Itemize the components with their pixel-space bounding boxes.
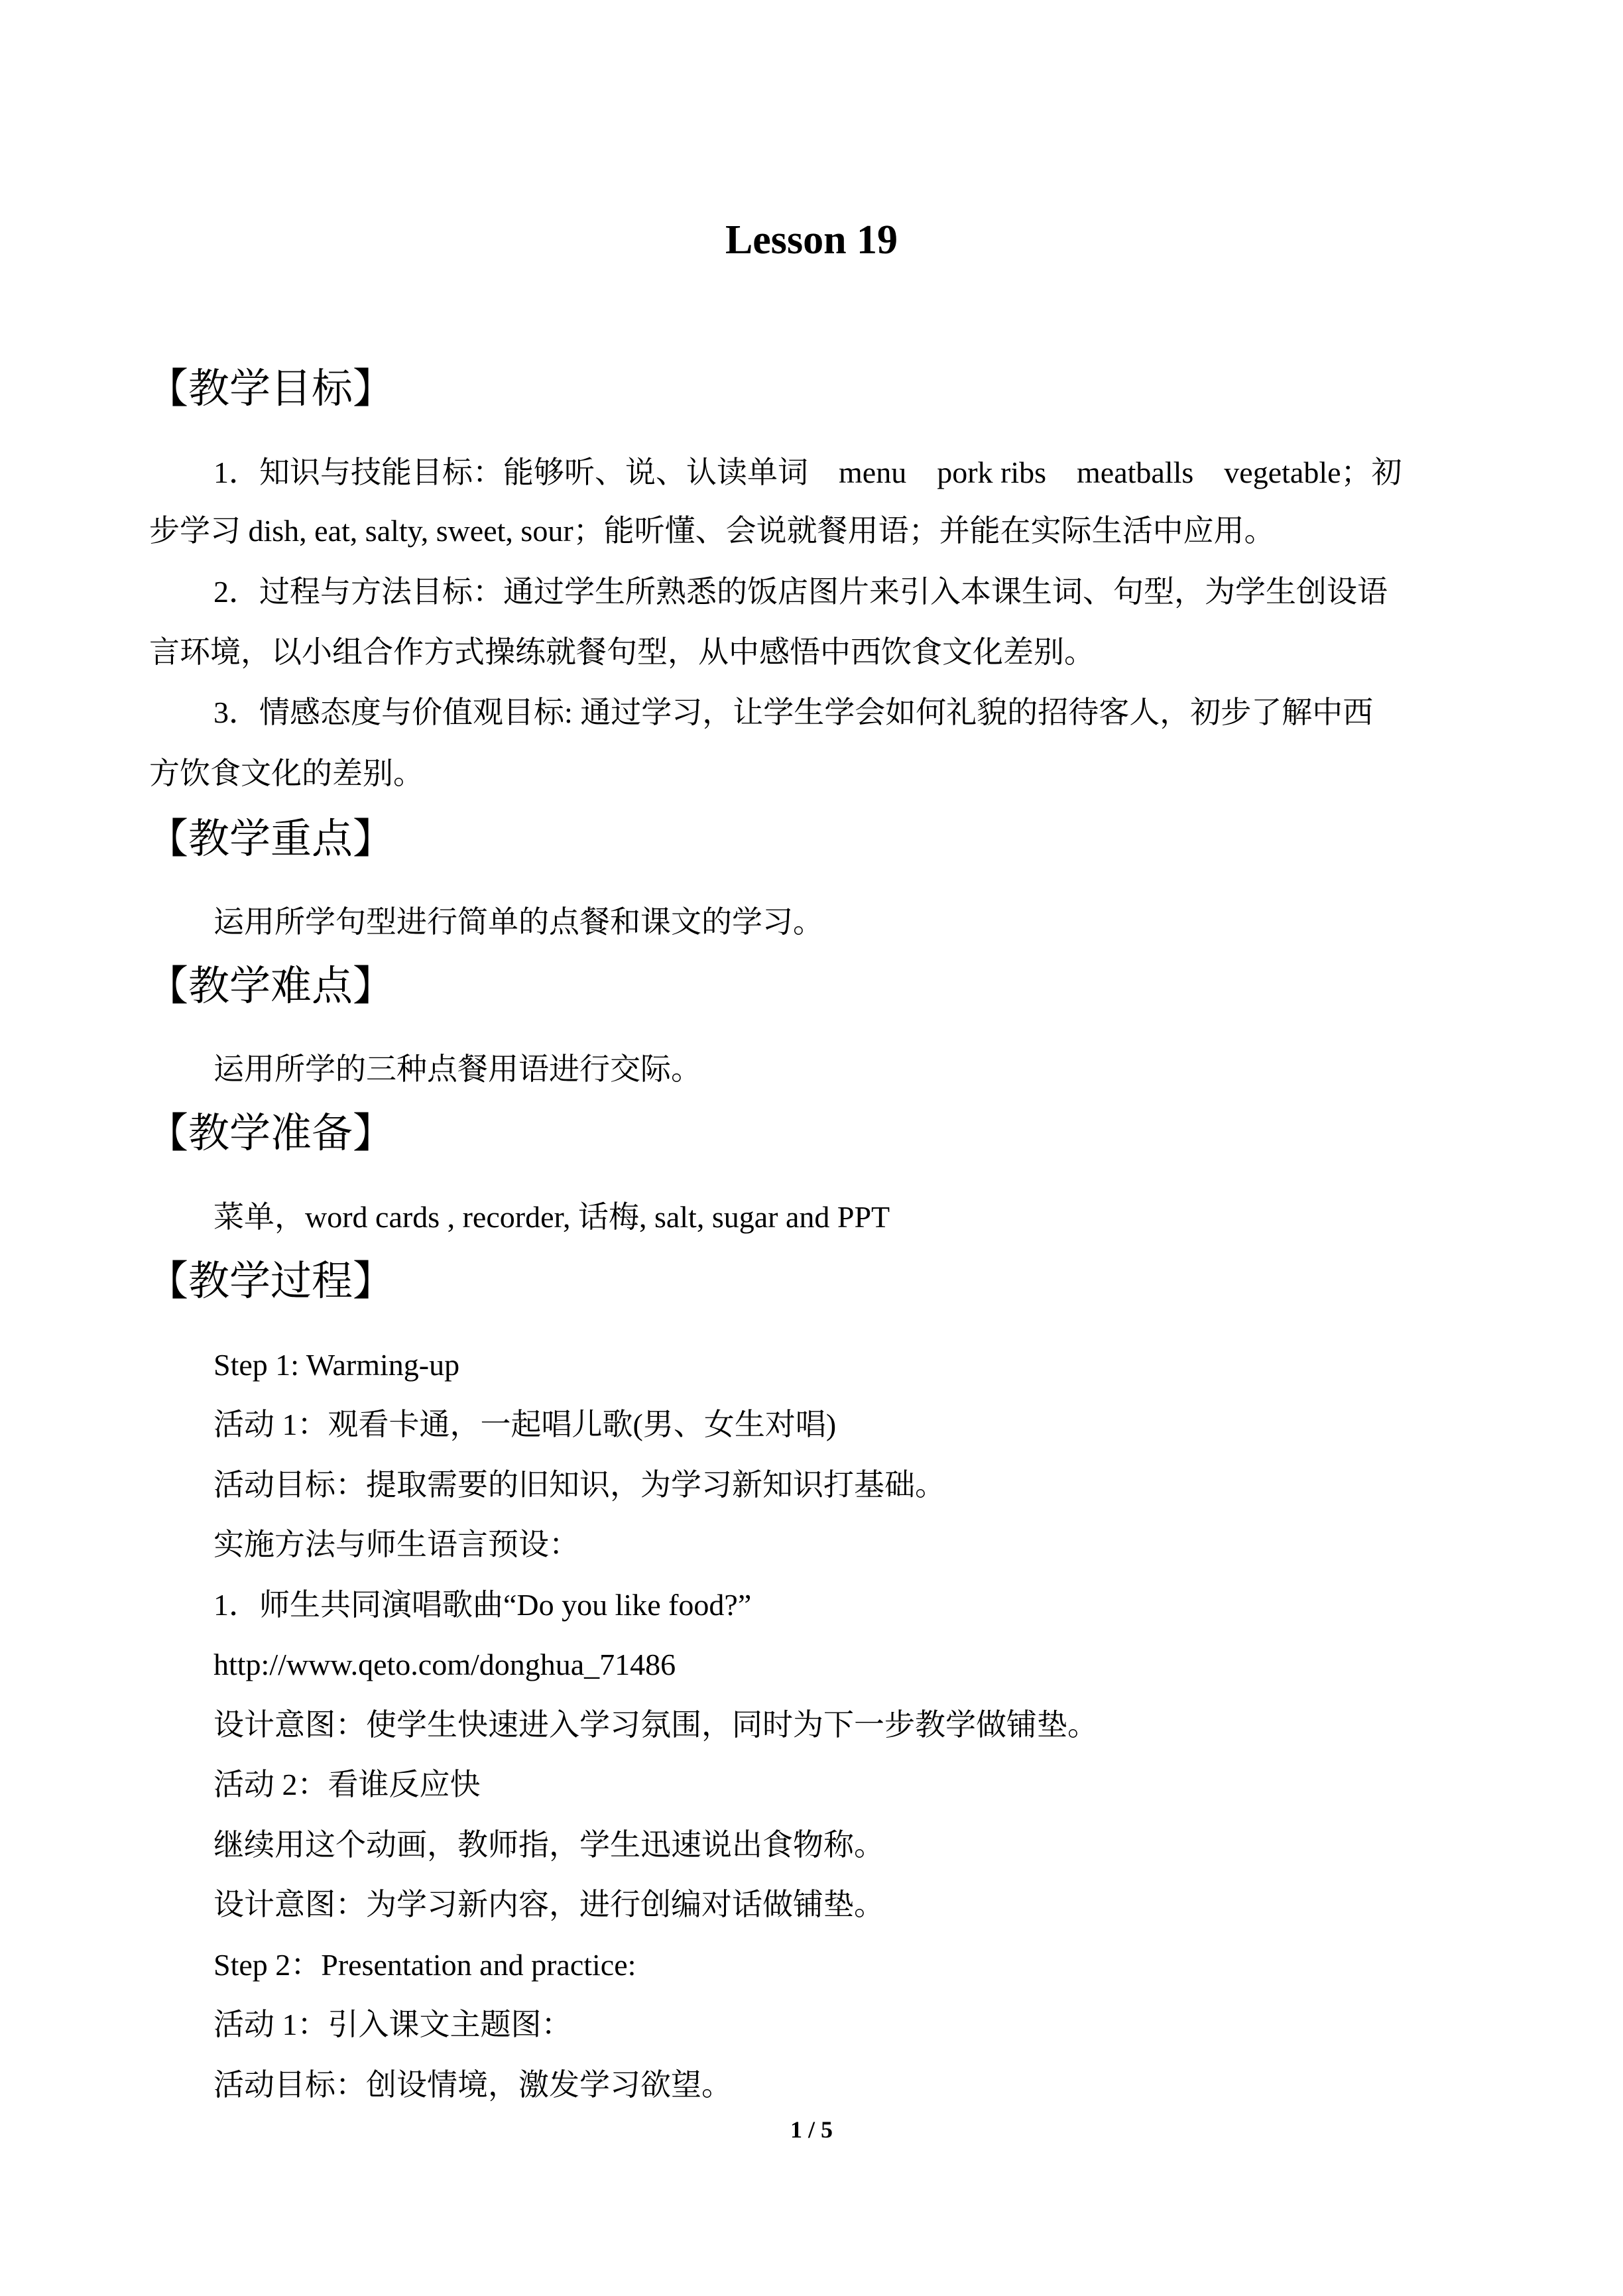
preparation-text: 菜单，word cards , recorder, 话梅, salt, sugar and PPT	[213, 1200, 890, 1234]
objectives-line: 步学习 dish, eat, salty, sweet, sour；能听懂、会说就餐用语；并能在实际生活中应用。	[149, 514, 1275, 548]
process-line: 设计意图：为学习新内容，进行创编对话做铺垫。	[213, 1888, 884, 1921]
difficulties-text: 运用所学的三种点餐用语进行交际。	[213, 1052, 701, 1086]
process-line: 实施方法与师生语言预设：	[213, 1528, 579, 1561]
objectives-line: 3．情感态度与价值观目标: 通过学习，让学生学会如何礼貌的招待客人，初步了解中西	[213, 695, 1374, 729]
key-points-text: 运用所学句型进行简单的点餐和课文的学习。	[213, 905, 823, 939]
section-heading-difficulties: 【教学难点】	[147, 964, 394, 1009]
process-line: 设计意图：使学生快速进入学习氛围，同时为下一步教学做铺垫。	[213, 1708, 1098, 1742]
page-title: Lesson 19	[725, 217, 898, 263]
section-heading-preparation: 【教学准备】	[147, 1111, 394, 1156]
objectives-line: 2．过程与方法目标：通过学生所熟悉的饭店图片来引入本课生词、句型，为学生创设语	[213, 575, 1388, 609]
objectives-line: 方饮食文化的差别。	[149, 756, 424, 790]
section-heading-objectives: 【教学目标】	[147, 367, 394, 412]
process-line: 活动 1：引入课文主题图：	[213, 2008, 572, 2041]
section-heading-key-points: 【教学重点】	[147, 817, 394, 862]
process-line: 活动 1：观看卡通，一起唱儿歌(男、女生对唱)	[213, 1408, 837, 1441]
process-line: 活动目标：提取需要的旧知识，为学习新知识打基础。	[213, 1468, 945, 1502]
process-line: 活动目标：创设情境，激发学习欲望。	[213, 2068, 732, 2102]
process-line: 活动 2：看谁反应快	[213, 1768, 481, 1801]
process-line: Step 1: Warming-up	[213, 1348, 460, 1382]
process-line: 1．师生共同演唱歌曲“Do you like food?”	[213, 1588, 752, 1622]
page-number: 1 / 5	[790, 2116, 833, 2143]
process-line: 继续用这个动画，教师指，学生迅速说出食物称。	[213, 1828, 884, 1862]
process-line: Step 2：Presentation and practice:	[213, 1948, 636, 1982]
section-heading-process: 【教学过程】	[147, 1259, 394, 1304]
objectives-line: 言环境，以小组合作方式操练就餐句型，从中感悟中西饮食文化差别。	[149, 635, 1095, 669]
process-link[interactable]: http://www.qeto.com/donghua_71486	[213, 1648, 676, 1681]
objectives-line: 1．知识与技能目标：能够听、说、认读单词 menu pork ribs meatballs vegetable；初	[213, 455, 1402, 489]
